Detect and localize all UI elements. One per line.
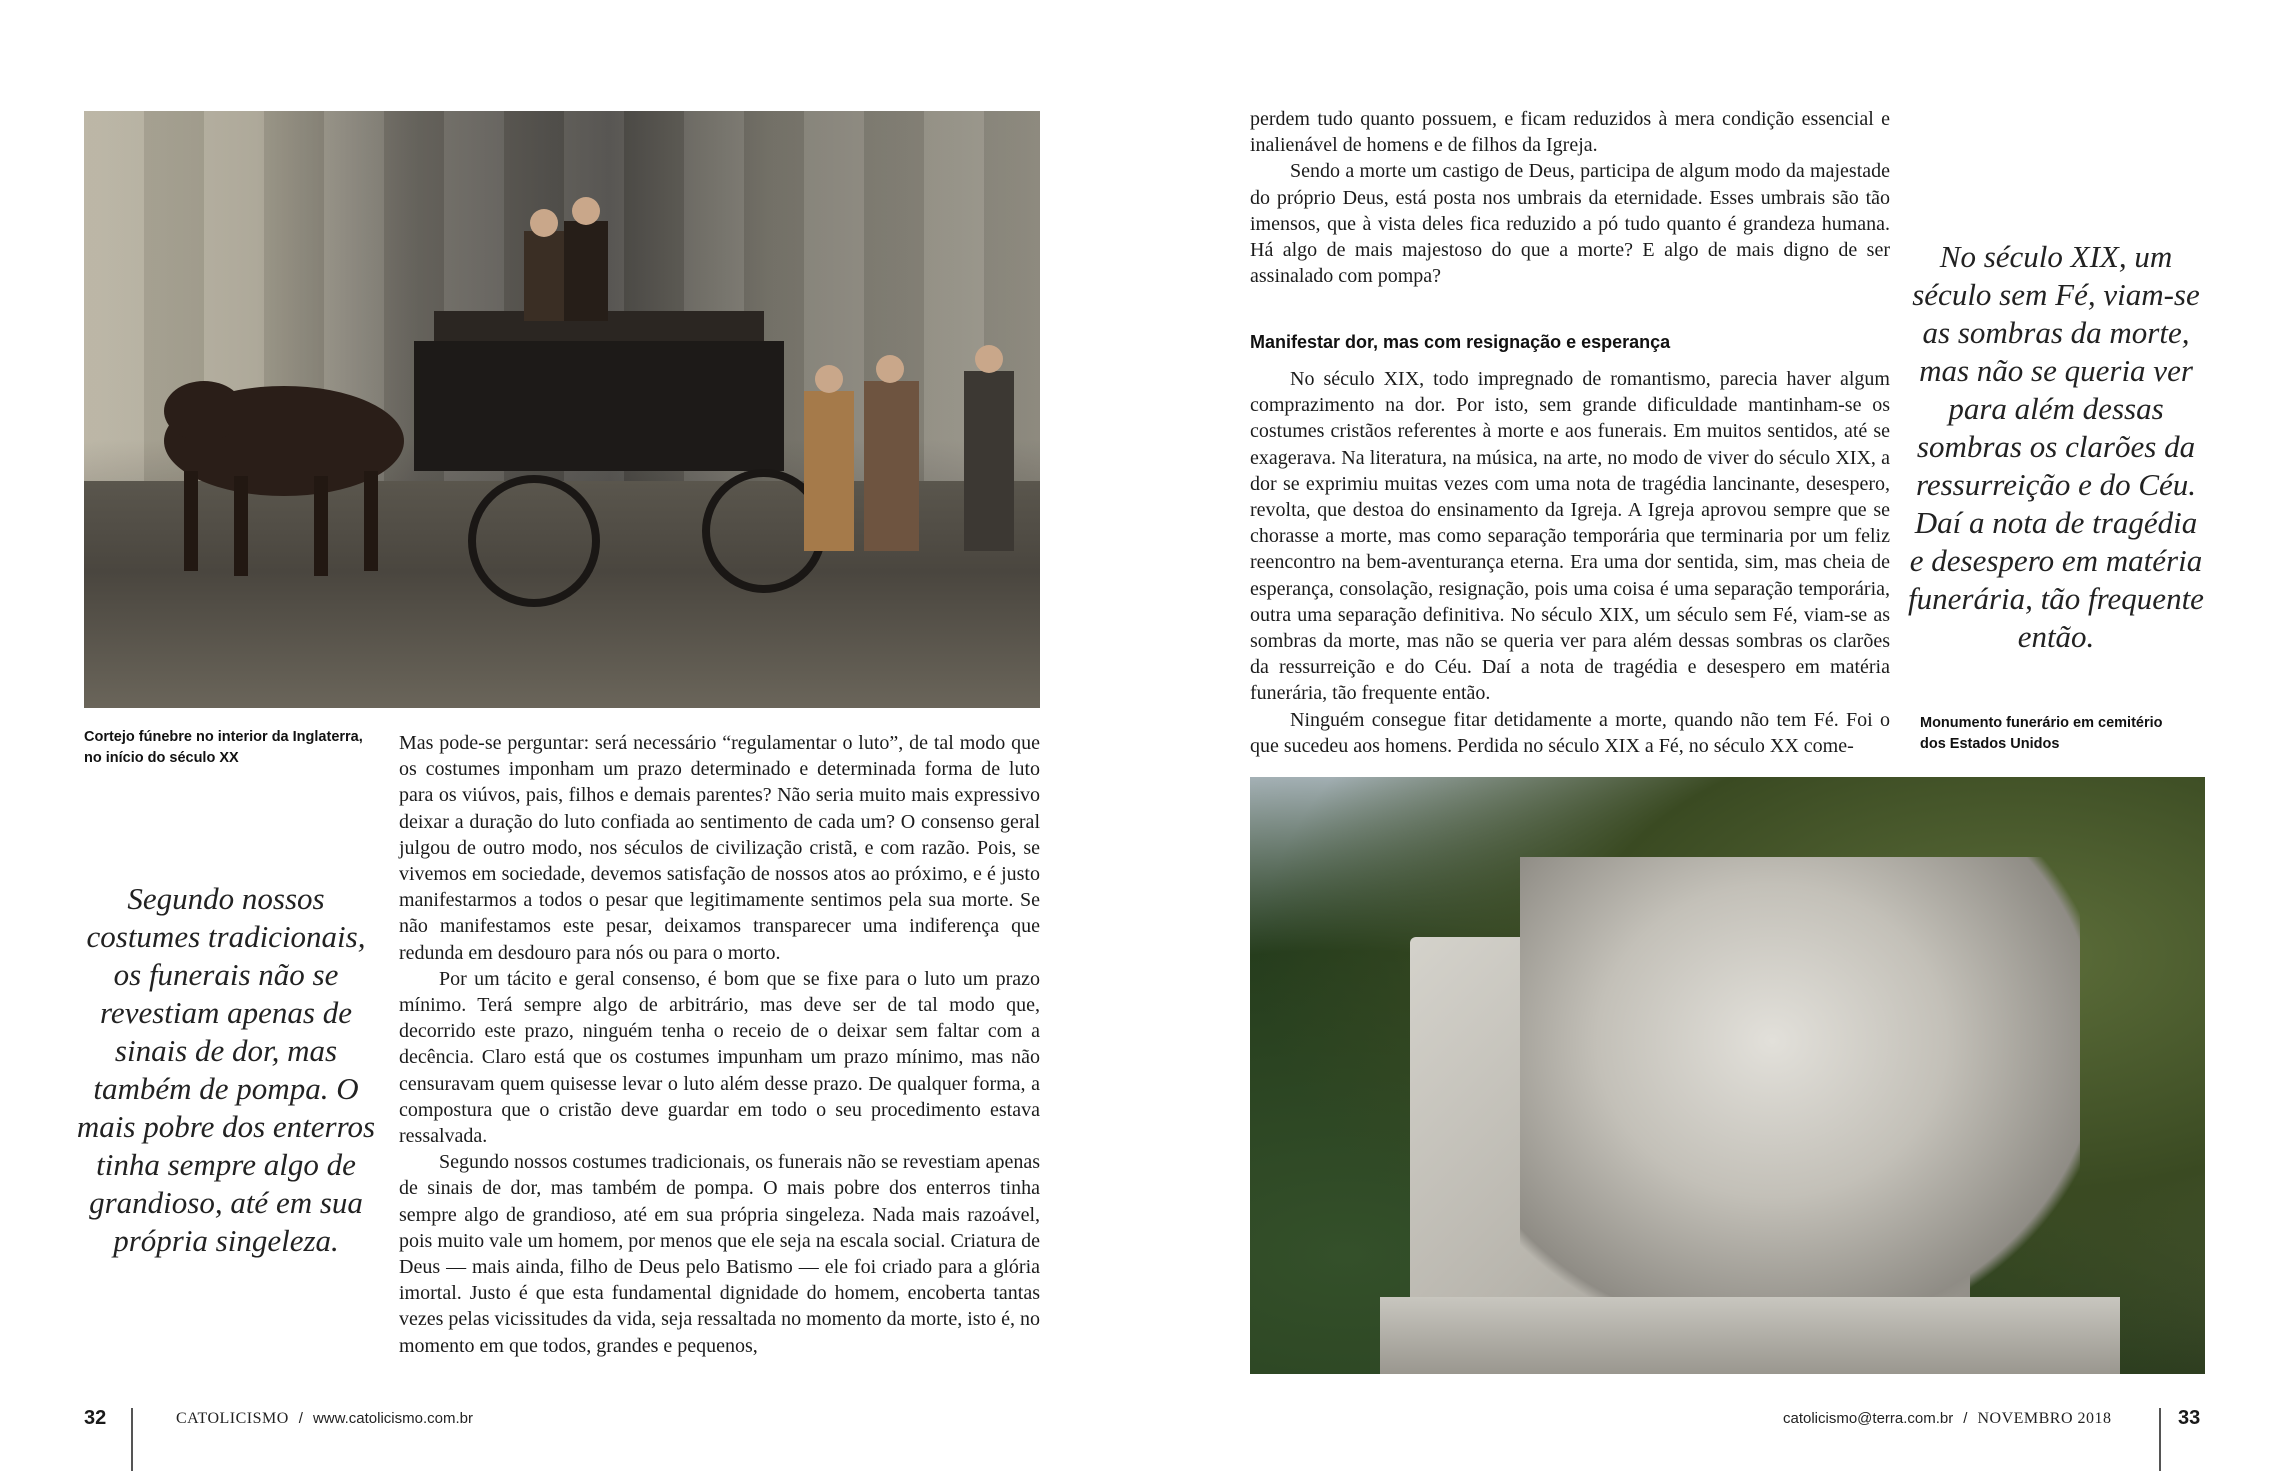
- page-number: 33: [2178, 1407, 2201, 1429]
- pull-quote: Segundo nossos costumes tradicionais, os funerais não se revestiam apenas de sinais de dor, mas também de pompa. O mais pobre dos enterros tinha sempre algo de grandioso, até em sua própria singeleza.: [76, 881, 376, 1258]
- left-page: [0, 0, 1137, 1471]
- pull-quote: No século XIX, um século sem Fé, viam-se as sombras da morte, mas não se queria ver para além dessas sombras os clarões da ressurreição e do Céu. Daí a nota de tragédia e desespero em matéria funerária, tão frequente então.: [1908, 239, 2204, 654]
- paragraph: No século XIX, todo impregnado de romantismo, parecia haver algum comprazimento na dor. Por isto, sem grande dificuldade mantinham-se os costumes cristãos referentes à morte e aos funerais. Em muitos sentidos, até se exagerava. Na literatura, na música, na arte, no modo de viver do século XIX, a dor se exprimiu muitas vezes com uma nota de tragédia lancinante, desespero, revolta, que destoa do ensinamento da Igreja. A Igreja aprovou sempre que se chorasse a morte, mas como separação temporária que terminaria por um feliz reencontro na bem-aventurança eterna. Era uma dor sentida, sim, mas cheia de esperança, consolação, resignação, pois uma coisa é uma separação temporária, outra uma separação definitiva. No século XIX, um século sem Fé, viam-se as sombras da morte, mas não se queria ver para além dessas sombras os clarões da ressurreição e do Céu. Daí a nota de tragédia e desespero em matéria funerária, tão frequente então.: [1250, 368, 1890, 705]
- body-column-right: [1250, 366, 1890, 759]
- page-number: 32: [84, 1407, 107, 1429]
- photo-caption: Monumento funerário em cemitério dos Estados Unidos: [1920, 715, 2163, 752]
- carriage-illustration: [84, 111, 1040, 708]
- paragraph: Ninguém consegue fitar detidamente a morte, quando não tem Fé. Foi o que sucedeu aos homens. Perdida no século XIX a Fé, no século XX come-: [1250, 708, 1890, 757]
- email-link[interactable]: catolicismo@terra.com.br: [1783, 1410, 1954, 1427]
- footer-right: [1783, 1410, 2112, 1428]
- monument-base: [1380, 1297, 2120, 1374]
- issue-date: NOVEMBRO 2018: [1977, 1410, 2112, 1427]
- footer-separator: /: [1963, 1410, 1968, 1427]
- paragraph: Segundo nossos costumes tradicionais, os funerais não se revestiam apenas de sinais de dor, mas também de pompa. O mais pobre dos enterros tinha sempre algo de grandioso, até em sua própria singeleza. Nada mais razoável, pois muito vale um homem, por menos que ele seja na escala social. Criatura de Deus — mais ainda, filho de Deus pelo Batismo — ele foi criado para a glória imortal. Justo é que esta fundamental dignidade do homem, encoberta tantas vezes pelas vicissitudes da vida, seja ressaltada no momento da morte, isto é, no momento em que todos, grandes e pequenos,: [399, 1151, 1040, 1357]
- website-link[interactable]: www.catolicismo.com.br: [312, 1410, 473, 1427]
- paragraph: perdem tudo quanto possuem, e ficam reduzidos à mera condição essencial e inalienável de homens e de filhos da Igreja.: [1250, 108, 1890, 157]
- funeral-carriage-photo: [84, 111, 1040, 708]
- photo-caption: Cortejo fúnebre no interior da Inglaterra, no início do século XX: [84, 729, 363, 766]
- section-heading: Manifestar dor, mas com resignação e esperança: [1250, 332, 1671, 352]
- paragraph: Por um tácito e geral consenso, é bom que se fixe para o luto um prazo mínimo. Terá sempre algo de arbitrário, mas deve ser de tal modo que, decorrido este prazo, ninguém tenha o receio de o deixar sem faltar com a decência. Claro está que os costumes impunham um prazo mínimo, mas não censuravam quem quisesse levar o luto além desse prazo. De qualquer forma, a compostura que o cristão deve guardar em todo o seu procedimento estava ressalvada.: [399, 967, 1040, 1148]
- footer-rule: [2159, 1408, 2161, 1471]
- body-column-left: [399, 730, 1040, 1359]
- footer-rule: [131, 1408, 133, 1471]
- footer-left: [176, 1410, 473, 1428]
- paragraph: Mas pode-se perguntar: será necessário “regulamentar o luto”, de tal modo que os costumes imponham um prazo determinado e determinada forma de luto para os viúvos, pais, filhos e demais parentes? Não seria muito mais expressivo deixar a duração do luto confiada ao sentimento de cada um? O consenso geral julgou de outro modo, nos séculos de civilização cristã, e com razão. Pois, se vivemos em sociedade, devemos satisfação de nossos atos ao próximo, e é justo manifestarmos a todos o pesar que legitimamente sentimos pela sua morte. Se não manifestamos este pesar, deixamos transparecer uma indiferença que redunda em desdouro para nós ou para o morto.: [399, 732, 1040, 964]
- paragraph: Sendo a morte um castigo de Deus, participa de algum modo da majestade do próprio Deus, está posta nos umbrais da eternidade. Esses umbrais são tão imensos, que à vista deles fica reduzido a pó tudo quanto é grandeza humana. Há algo de mais majestoso do que a morte? E algo de mais digno de ser assinalado com pompa?: [1250, 160, 1890, 288]
- funerary-monument-photo: [1250, 777, 2205, 1374]
- body-column-right-top: [1250, 106, 1890, 289]
- magazine-name: CATOLICISMO: [176, 1410, 289, 1427]
- footer-separator: /: [298, 1410, 303, 1427]
- mourning-figure-statue: [1520, 857, 2080, 1317]
